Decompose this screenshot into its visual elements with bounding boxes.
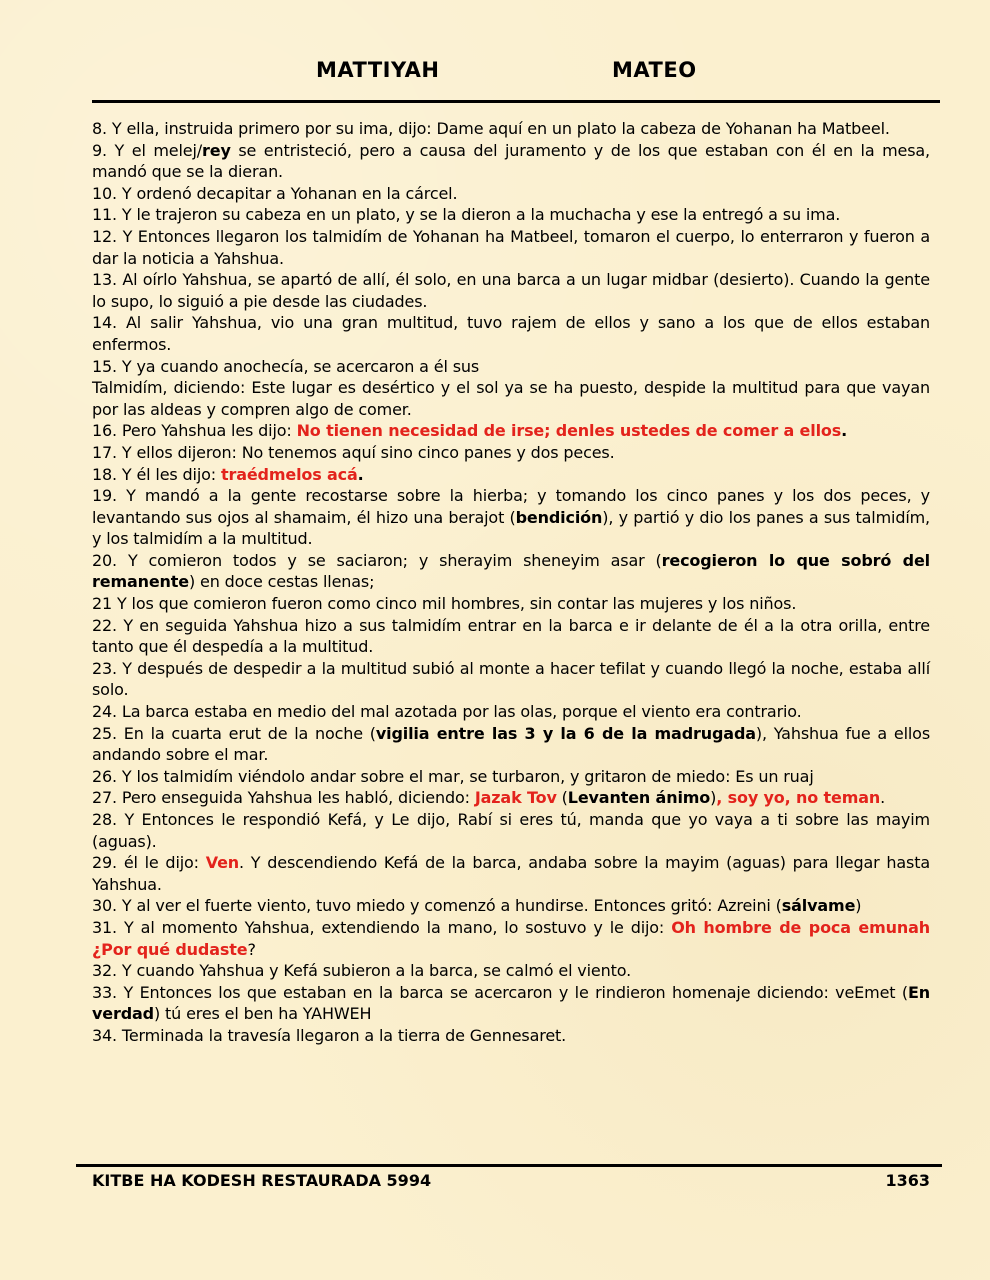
verse <box>92 766 930 788</box>
verse-gloss: En verdad <box>92 982 930 1024</box>
verse-segment: . Y descendiendo Kefá de la barca, andaba sobre la mayim (aguas) para llegar hasta Yahshua. <box>92 853 930 894</box>
verse <box>92 550 930 593</box>
verse-segment: 25. En la cuarta erut de la noche ( <box>92 723 376 743</box>
verse-segment: 9. Y el melej/ <box>92 140 202 160</box>
verse-segment: ) en doce cestas llenas; <box>189 572 375 592</box>
verse <box>92 420 930 442</box>
verse-segment: 11. Y le trajeron su cabeza en un plato, y se la dieron a la muchacha y ese la entregó a su ima. <box>92 205 841 225</box>
verse-gloss: rey <box>202 140 231 160</box>
verse-gloss: recogieron lo que sobró del remanente <box>92 550 931 592</box>
verse <box>92 312 930 355</box>
verse-segment: 20. Y comieron todos y se saciaron; y sherayim sheneyim asar ( <box>92 550 662 570</box>
verse-words-of-yahshua: , soy yo, no teman <box>716 788 881 808</box>
verse-segment: 16. Pero Yahshua les dijo: <box>92 421 297 441</box>
verse-segment: ? <box>247 939 256 959</box>
verse-segment: ), y partió y dio los panes a sus talmidím, y los talmidím a la multitud. <box>92 507 930 549</box>
verse-segment: 34. Terminada la travesía llegaron a la tierra de Gennesaret. <box>92 1025 567 1045</box>
verse <box>92 269 930 312</box>
verse-segment: ) <box>855 896 862 916</box>
verse-segment: 32. Y cuando Yahshua y Kefá subieron a la barca, se calmó el viento. <box>92 961 632 981</box>
verse-segment: 23. Y después de despedir a la multitud subió al monte a hacer tefilat y cuando llegó la noche, estaba allí solo. <box>92 658 930 700</box>
verse-segment: 24. La barca estaba en medio del mal azotada por las olas, porque el viento era contrario. <box>92 702 802 722</box>
page-footer <box>92 1171 930 1193</box>
verse-segment: ), Yahshua fue a ellos andando sobre el mar. <box>92 723 931 765</box>
verse <box>92 377 930 420</box>
verse <box>92 183 930 205</box>
verse-segment: 15. Y ya cuando anochecía, se acercaron a él sus <box>92 356 480 376</box>
verse-words-of-yahshua: traédmelos acá <box>220 464 358 484</box>
footer-book-title: KITBE HA KODESH RESTAURADA 5994 <box>92 1171 432 1190</box>
verse <box>92 658 930 701</box>
verse-segment: ) <box>710 788 717 808</box>
verse-words-of-yahshua: Ven <box>205 853 240 873</box>
page-number: 1363 <box>885 1171 930 1190</box>
verse-gloss: Levanten ánimo <box>567 788 711 808</box>
verse <box>92 809 930 852</box>
book-title-hebrew: MATTIYAH <box>316 58 440 82</box>
verse <box>92 442 930 464</box>
verse <box>92 118 930 140</box>
verse-segment: ) tú eres el ben ha YAHWEH <box>153 1004 372 1024</box>
verse <box>92 593 930 615</box>
verse <box>92 701 930 723</box>
verse-gloss: sálvame <box>781 896 856 916</box>
verse-gloss: vigilia entre las 3 y la 6 de la madrugada <box>375 723 756 743</box>
verse-segment: 26. Y los talmidím viéndolo andar sobre el mar, se turbaron, y gritaron de miedo: Es un ruaj <box>92 766 814 786</box>
verse <box>92 787 930 809</box>
verse-segment: 28. Y Entonces le respondió Kefá, y Le dijo, Rabí si eres tú, manda que yo vaya a ti sobre las mayim (aguas). <box>92 810 930 851</box>
verse-segment: 33. Y Entonces los que estaban en la barca se acercaron y le rindieron homenaje diciendo: veEmet ( <box>92 982 908 1002</box>
verse-gloss: bendición <box>515 507 603 527</box>
header-divider <box>92 100 940 103</box>
verse-gloss: . <box>841 421 848 441</box>
book-title-spanish: MATEO <box>612 58 697 82</box>
verse-segment: 31. Y al momento Yahshua, extendiendo la mano, lo sostuvo y le dijo: <box>92 917 672 937</box>
page-header <box>0 58 990 90</box>
verse-segment: 21 Y los que comieron fueron como cinco mil hombres, sin contar las mujeres y los niños. <box>92 594 797 614</box>
verse-segment: 18. Y él les dijo: <box>92 464 221 484</box>
verse-segment: 17. Y ellos dijeron: No tenemos aquí sino cinco panes y dos peces. <box>92 442 615 462</box>
verse <box>92 852 930 895</box>
verse <box>92 464 930 486</box>
verse-words-of-yahshua: Jazak Tov <box>474 788 557 808</box>
verse-segment: 14. Al salir Yahshua, vio una gran multitud, tuvo rajem de ellos y sano a los que de ellos estaban enfermos. <box>92 313 930 354</box>
verse <box>92 204 930 226</box>
verse-segment: se entristeció, pero a causa del juramento y de los que estaban con él en la mesa, mandó que se la dieran. <box>92 140 930 182</box>
verse <box>92 356 930 378</box>
verse-segment: Talmidím, diciendo: Este lugar es desértico y el sol ya se ha puesto, despide la multitud para que vayan por las aldeas y compren algo de comer. <box>92 378 930 419</box>
verse-segment: 30. Y al ver el fuerte viento, tuvo miedo y comenzó a hundirse. Entonces gritó: Azreini ( <box>92 896 782 916</box>
verse-segment: 22. Y en seguida Yahshua hizo a sus talmidím entrar en la barca e ir delante de él a la otra orilla, entre tanto que él despedía a la multitud. <box>92 615 930 657</box>
verse-segment: 29. él le dijo: <box>92 853 206 873</box>
verse-segment: . <box>880 788 886 808</box>
verse <box>92 226 930 269</box>
verse-words-of-yahshua: Oh hombre de poca emunah ¿Por qué dudaste <box>92 917 930 959</box>
verse <box>92 917 930 960</box>
verse-words-of-yahshua: No tienen necesidad de irse; denles ustedes de comer a ellos <box>296 421 842 441</box>
verse <box>92 140 930 183</box>
verse-segment: 19. Y mandó a la gente recostarse sobre la hierba; y tomando los cinco panes y los dos peces, y levantando sus ojos al shamaim, él hizo una berajot ( <box>92 486 930 527</box>
verse <box>92 960 930 982</box>
verse-gloss: . <box>357 464 364 484</box>
verse-segment: 12. Y Entonces llegaron los talmidím de Yohanan ha Matbeel, tomaron el cuerpo, lo enterraron y fueron a dar la noticia a Yahshua. <box>92 226 930 268</box>
verse-segment: ( <box>556 788 568 808</box>
verse-segment: 10. Y ordenó decapitar a Yohanan en la cárcel. <box>92 183 458 203</box>
verse-segment: 13. Al oírlo Yahshua, se apartó de allí, él solo, en una barca a un lugar midbar (desierto). Cuando la gente lo supo, lo siguió a pie desde las ciudades. <box>92 270 930 311</box>
footer-divider <box>76 1164 942 1167</box>
verse <box>92 982 930 1025</box>
verse <box>92 485 930 550</box>
verse <box>92 895 930 917</box>
verse-segment: 8. Y ella, instruida primero por su ima, dijo: Dame aquí en un plato la cabeza de Yohanan ha Matbeel. <box>92 119 890 138</box>
verse <box>92 1025 930 1047</box>
verse <box>92 615 930 658</box>
verse <box>92 723 930 766</box>
verse-segment: 27. Pero enseguida Yahshua les habló, diciendo: <box>92 788 475 808</box>
verse-text-body <box>92 118 930 1047</box>
